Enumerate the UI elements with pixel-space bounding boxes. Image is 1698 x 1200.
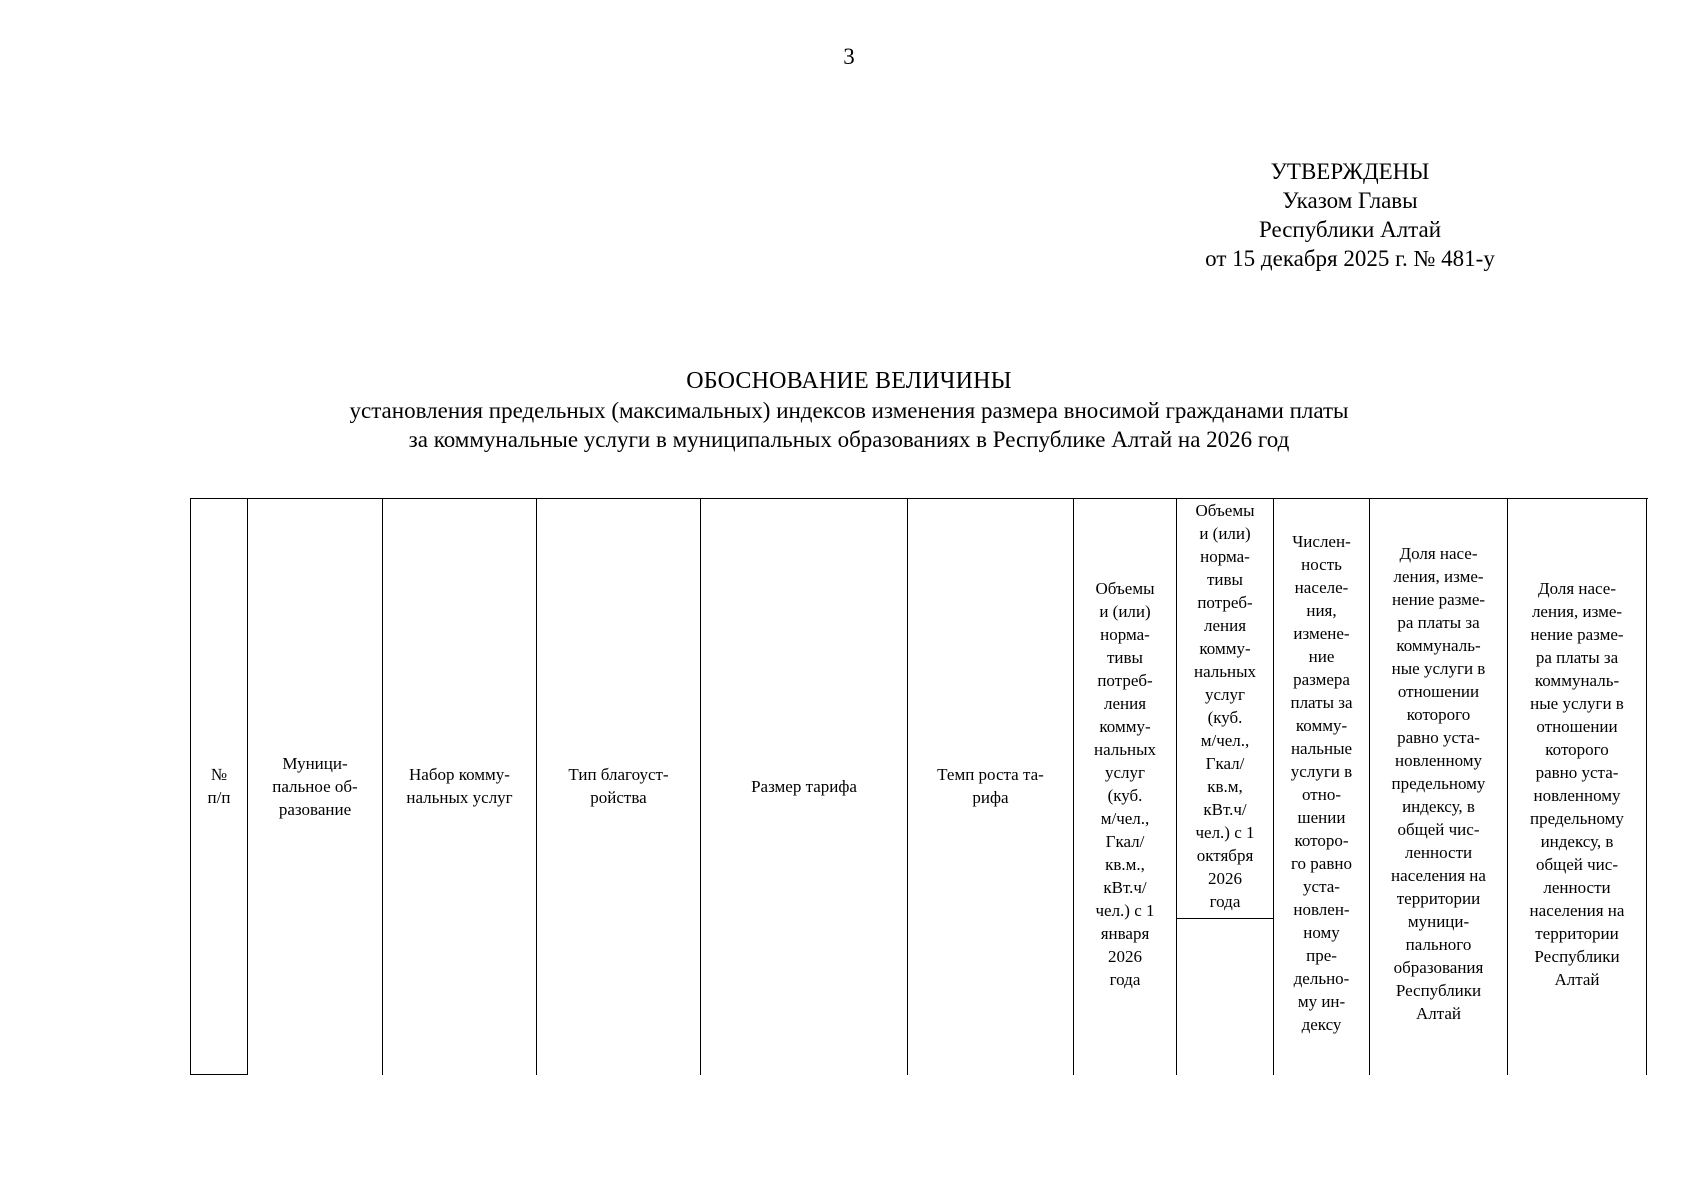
approval-line-1: УТВЕРЖДЕНЫ xyxy=(1270,159,1430,184)
header-share-municipality: Доля насе- ления, изме- нение разме- ра платы за коммуналь- ные услуги в отношении которого равно уста- новленному предельному индексу, в общей чис- ленности населения на территории муници- пального образования Республики Алтай xyxy=(1391,544,1486,1023)
page-number: 3 xyxy=(843,44,855,69)
approval-line-2: Указом Главы xyxy=(1282,188,1418,213)
header-number: № п/п xyxy=(207,765,231,807)
title-heading: ОБОСНОВАНИЕ ВЕЛИЧИНЫ xyxy=(686,368,1012,394)
approval-line-4: от 15 декабря 2025 г. № 481-у xyxy=(1205,246,1495,271)
table-split-line xyxy=(1177,918,1274,919)
table-bottom-border-first-col xyxy=(190,1074,248,1075)
header-volumes-october: Объемы и (или) норма- тивы потреб- ления комму- нальных услуг (куб. м/чел., Гкал/ кв.м, кВт.ч/ чел.) с 1 октября 2026 года xyxy=(1193,501,1257,911)
approval-stamp xyxy=(1200,157,1500,273)
header-service-set: Набор комму- нальных услуг xyxy=(406,765,513,807)
document-title xyxy=(0,367,1698,454)
approval-line-3: Республики Алтай xyxy=(1258,217,1442,242)
header-improvement-type: Тип благоуст- ройства xyxy=(568,765,669,807)
table-right-border xyxy=(1646,498,1647,1075)
header-tariff-size: Размер тарифа xyxy=(751,777,857,796)
title-subtitle-line-2: за коммунальные услуги в муниципальных образованиях в Республике Алтай на 2026 год xyxy=(408,427,1290,452)
header-volumes-january: Объемы и (или) норма- тивы потреб- ления комму- нальных услуг (куб. м/чел., Гкал/ кв.м., кВт.ч/ чел.) с 1 января 2026 года xyxy=(1093,579,1157,989)
header-share-republic: Доля насе- ления, изме- нение разме- ра платы за коммуналь- ные услуги в отношении которого равно уста- новленному предельному индексу, в общей чис- ленности населения на территории Республики Алтай xyxy=(1529,579,1625,989)
table-top-border xyxy=(190,498,1648,499)
header-tariff-growth: Темп роста та- рифа xyxy=(937,765,1044,807)
header-population-count: Числен- ность населе- ния, измене- ние размера платы за комму- нальные услуги в отно- шении которо- го равно уста- новлен- ному пре- дельно- му ин- дексу xyxy=(1290,532,1353,1034)
title-subtitle-line-1: установления предельных (максимальных) индексов изменения размера вносимой гражданами платы xyxy=(349,398,1349,423)
header-municipality: Муници- пальное об- разование xyxy=(272,754,358,819)
